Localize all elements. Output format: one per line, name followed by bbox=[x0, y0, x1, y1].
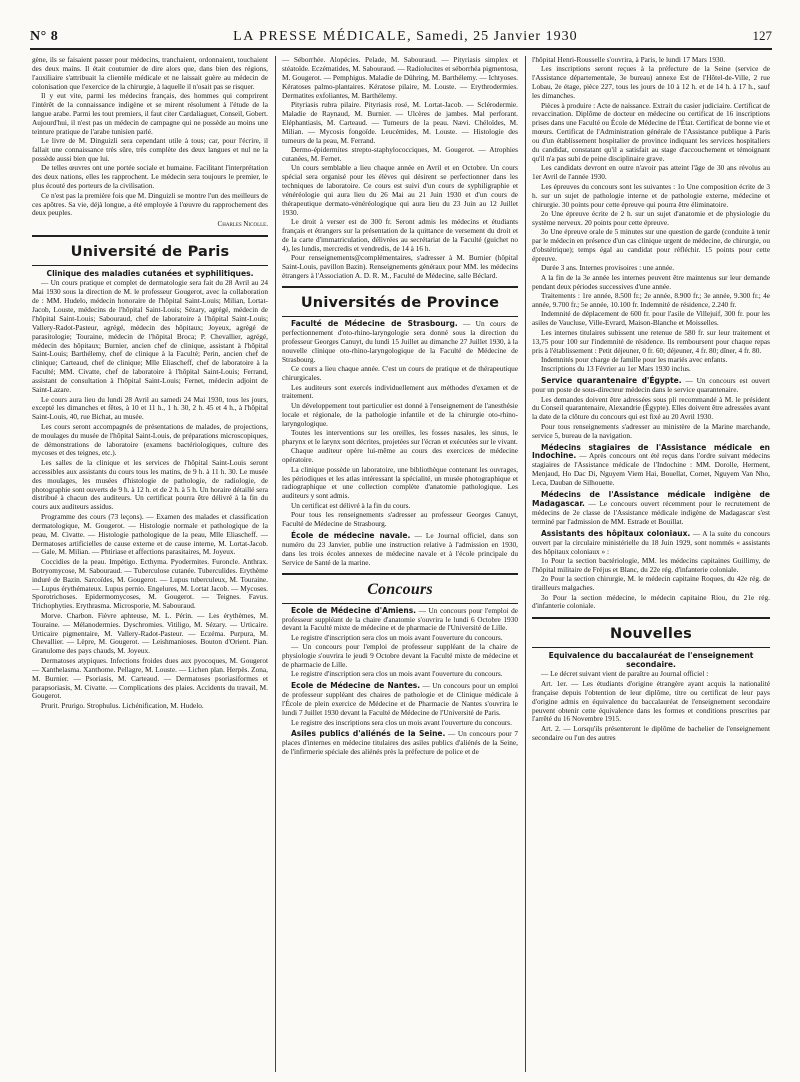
header-rule bbox=[30, 48, 772, 50]
paragraph: 2o Pour la section chirurgie, M. le médecin capitaine Roques, du 42e rég. de tirailleurs malgaches. bbox=[532, 574, 770, 593]
paragraph bbox=[282, 532, 518, 568]
issue-date: , Samedi, 25 Janvier 1930 bbox=[407, 29, 578, 44]
paragraph: Coccidies de la peau. Impétigo. Ecthyma. Pyodermites. Furoncle. Anthrax. Botryomycose, M. Sabouraud. — Tuberculose cutanée. Tuberculides. Erythème induré de Bazin. Sarcoïdes, M. Gougerot. — Lupus tuberculeux, M. Touraine. — Lupus érythémateux. Lupus pernio. Engelures, M. Lortat Jacob. — Mycoses. Sporotrichoses. Epidermomycoses, M. Gougerot. — Teignes. Favus. Trichophyties. Erythrasma. Microsporie, M. Sabouraud. bbox=[32, 556, 268, 611]
paragraph: Pour tous les renseignements s'adresser au professeur Georges Canuyt, Faculté de Médecine de Strasbourg. bbox=[282, 510, 518, 529]
paragraph: Les épreuves du concours sont les suivantes : 1o Une composition écrite de 3 h. sur un sujet de pathologie interne et de pathologie externe, médecine et chirurgie. 30 points pour cette épreuve qui pourra être éliminatoire. bbox=[532, 181, 770, 209]
paragraph-text: — Le concours ouvert récemment pour le recrutement de médecins de 2e classe de l'Assistance médicale indigène de Madagascar s'est terminé par l'admission de MM. Estrade et Bouillat. bbox=[532, 499, 770, 526]
paragraph: Ce cours a lieu chaque année. C'est un cours de pratique et de thérapeutique chirurgicales. bbox=[282, 364, 518, 383]
paragraph: — Séborrhée. Alopécies. Pelade, M. Sabouraud. — Pityriasis simplex et stéatoïde. Eczématides, M. Sabouraud. — Radiolucites et séborrhéa pigmentosa, M. Gougerot. — Pemphigus. Maladie de Dühring, M. Barthélemy. — Ichtyoses. Kératoses palmo-plantaires. Kératose pilaire, M. Louste. — Erythrodermies. Dermatites exfoliantes, M. Barthélemy. bbox=[282, 56, 518, 100]
paragraph: Il y eut vite, parmi les médecins français, des hommes qui comprirent l'intérêt de la connaissance indigène et se mirent résolument à l'étude de la langue arabe. Parmi les tout premiers, il faut citer Cardaliaguet, Conseil, Gobert. Aujourd'hui, il n'est pas un médecin de campagne qui ne possède au moins une teinture pratique de l'arabe tunisien parlé. bbox=[32, 91, 268, 136]
paragraph-lead: Service quarantenaire d'Égypte. bbox=[541, 376, 682, 386]
paragraph: Le livre de M. Dinguizli sera cependant utile à tous; car, pour l'écrire, il fallait une connaissance très sûre, très complète des deux langues et nul ne la possède aussi bien que lui. bbox=[32, 136, 268, 163]
paragraph: Les demandes doivent être adressées sous pli recommandé à M. le président du Conseil quarantenaire, Alexandrie (Égypte). Elles doivent être adressées avant la date de la clôture du concours qui est fixé au 20 Avril 1930. bbox=[532, 394, 770, 422]
paragraph: — Un cours pratique et complet de dermatologie sera fait du 28 Avril au 24 Mai 1930 sous la direction de M. le professeur Gougerot, avec la collaboration de : MM. Hudelo, médecin honoraire de l'hôpital Saint-Louis; Milian, Lortat-Jacob, Louste, médecins de l'hôpital Saint-Louis; Sézary, agrégé, médecin de l'hôpital Saint-Louis; Sabouraud, chef de laboratoire à l'hôpital Saint-Louis; Vallery-Radot-Pasteur, agrégé, médecin des hôpitaux; Joyeux, agrégé de parasitologie; Touraine, médecin de l'hôpital Broca; P. Chevallier, agrégé, médecin des hôpitaux; Burnier, ancien chef de clinique, assistant à l'hôpital Saint-Louis; Barthélemy, chef de clinique à la Faculté; Perin, ancien chef de clinique; Carteaud, chef de clinique; Mlle Eliascheff, chef de laboratoire à la Faculté; MM. Civatte, chef de laboratoire à l'hôpital Saint-Louis; Ferrand, assistant de consultation à l'hôpital Saint-Louis; Fernet, médecin adjoint de Saint-Lazare. bbox=[32, 278, 268, 395]
section-header-box bbox=[32, 235, 268, 266]
column-3 bbox=[532, 56, 770, 1074]
paragraph-text: — A la suite du concours ouvert par la circulaire ministérielle du 18 Juin 1929, sont nommés « assistants des hôpitaux coloniaux » : bbox=[532, 528, 770, 556]
paragraph-lead: Médecins de l'Assistance médicale indigène de Madagascar. bbox=[532, 490, 770, 508]
paragraph: Le droit à verser est de 300 fr. Seront admis les médecins et étudiants français et étrangers sur la présentation de la quittance de versement du droit et de la carte d'immatriculation, délivrées au secrétariat de la Faculté (guichet no 4), les lundis, mercredis et vendredis, de 14 à 16 h. bbox=[282, 217, 518, 254]
column-1 bbox=[32, 56, 268, 1074]
paragraph-text: — Un concours est ouvert pour un poste de sous-directeur médecin dans le service quarantenaire. bbox=[532, 376, 770, 395]
paragraph: Traitements : 1re année, 8.500 fr.; 2e année, 8.900 fr.; 3e année, 9.300 fr.; 4e année, 9.700 fr.; 5e année, 10.100 fr. Indemnité de résidence, 2.240 fr. bbox=[532, 291, 770, 309]
paragraph-text: — Un concours pour un emploi de professeur suppléant des chaires de pathologie et de Clinique médicale à l'École de plein exercice de Médecine et de Pharmacie de Nantes s'ouvrira le lundi 7 Juillet 1930 devant la Faculté de Médecine de l'Université de Paris. bbox=[282, 681, 518, 718]
paragraph: Indemnités pour charge de famille pour les mariés avec enfants. bbox=[541, 354, 728, 364]
paragraph-lead: École de médecine navale. bbox=[291, 531, 411, 540]
paragraph: Dermo-épidermites strepto-staphylococciques, M. Gougerot. — Atrophies cutanées, M. Fernet. bbox=[282, 145, 518, 163]
paragraph: Dermatoses atypiques. Infections froides dues aux pyocoques, M. Gougerot — Xanthelasma. Xanthome. Pellagre, M. Louste. — Lichen plan. Herpès. Zona, M. Burnier. — Psoriasis, M. Carteaud. — Dermatoses psoriasiformes et parapsoriasis, M. Civatte. — Complications des plaies. Accidents du travail, M. Gougerot. bbox=[32, 655, 268, 701]
paragraph: Toutes les interventions sur les oreilles, les fosses nasales, les sinus, le pharynx et le larynx sont décrites, projetées sur l'écran et exécutées sur le vivant. bbox=[282, 428, 518, 446]
paragraph: De telles œuvres ont une portée sociale et humaine. Facilitant l'interprétation des deux nations, elles les rapprochent. Le médecin sera toujours le premier, le plus écouté des porteurs de la civilisation. bbox=[32, 163, 268, 191]
paragraph: Prurit. Prurigo. Strophulus. Lichénification, M. Hudelo. bbox=[41, 700, 204, 710]
paragraph: 3o Pour la section médecine, le médecin capitaine Riou, du 21e rég. d'infanterie coloniale. bbox=[532, 592, 770, 611]
paragraph bbox=[282, 320, 518, 365]
paragraph: Programme des cours (73 leçons). — Examen des malades et classification dermatologique, M. Gougerot. — Histologie normale et pathologique de la peau, M. Civatte. — Histologie pathologique de la peau, Mlle Eliascheff. — Dermatoses artificielles de cause externe et de cause interne, M. Lortat-Jacob. — Gale, M. Milian. — Phtiriase et affections parasitaires, M. Joyeux. bbox=[32, 511, 268, 557]
paragraph: Pour renseignements@complémentaires, s'adresser à M. Burnier (hôpital Saint-Louis, pavillon Bazin). Renseignements généraux pour MM. les médecins étrangers à l'Association A. D. R. M., Faculté de Médecine, salle Béclard. bbox=[282, 253, 518, 281]
paragraph: A la fin de la 3e année les internes peuvent être maintenus sur leur demande pendant deux périodes successives d'une année. bbox=[532, 272, 770, 291]
paragraph: Un certificat est délivré à la fin du cours. bbox=[291, 500, 411, 510]
paragraph: 1o Pour la section bactériologie, MM. les médecins capitaines Guillimy, de l'hôpital militaire de Fréjus et Blanc, du 22e rég. d'infanterie coloniale. bbox=[532, 555, 770, 574]
paragraph-lead: Asiles publics d'aliénés de la Seine. bbox=[291, 729, 446, 739]
paragraph-text: — Le Journal officiel, dans son numéro du 23 Janvier, publie une instruction relative à l'admission en 1930, dans les trois écoles annexes de médecine navale et à l'école principale du Service de Santé de la marine. bbox=[282, 531, 518, 567]
paragraph bbox=[282, 607, 518, 634]
section-title-universite-paris: Université de Paris bbox=[70, 244, 230, 261]
section-title-universites-province: Universités de Province bbox=[300, 295, 500, 312]
paragraph: Un développement tout particulier est donné à l'enseignement de l'anesthésie locale et régionale, de la pathologie infantile et de la chirurgie oto-rhino-laryngologique. bbox=[282, 400, 518, 428]
paragraph-text: — Un cours de perfectionnement d'oto-rhino-laryngologie sera donné sous la direction du professeur Georges Canuyt, du lundi 15 Juillet au dimanche 27 Juillet 1930, à la nouvelle clinique oto-rhino-laryngologique de la Faculté de Médecine de Strasbourg. bbox=[282, 319, 518, 364]
author-signature: Charles Nicolle. bbox=[217, 220, 268, 229]
paragraph-lead: Faculté de Médecine de Strasbourg. bbox=[291, 319, 458, 329]
paragraph bbox=[282, 730, 518, 757]
paragraph: Art. 1er. — Les étudiants d'origine étrangère ayant acquis la nationalité française depuis l'obtention de leur diplôme, titre ou certificat de leur pays d'origine admis en équivalence du baccalauréat de l'enseignement secondaire peuvent obtenir cette équivalence dans les formes et conditions prescrites par l'arrêté du 16 Novembre 1915. bbox=[532, 678, 770, 724]
journal-name: LA PRESSE MÉDICALE bbox=[233, 29, 408, 44]
paragraph bbox=[532, 491, 770, 527]
paragraph: Morve. Charbon. Fièvre aphteuse, M. L. Périn. — Les érythèmes, M. Touraine. — Mélanodermies. Dyschromies. Vitiligo, M. Sézary. — Urticaire. Urticaire pigmentaire, M. Vallery-Radot-Pasteur. — Eczéma. Purpura, M. Chevallier. — Lèpre, M. Gougerot. — Leishmanioses. Bouton d'Orient. Pian. Granulome des pays chauds, M. Joyeux. bbox=[32, 610, 268, 656]
paragraph: l'hôpital Henri-Rousselle s'ouvrira, à Paris, le lundi 17 Mars 1930. bbox=[532, 56, 726, 64]
paragraph: Les candidats devront en outre n'avoir pas atteint l'âge de 30 ans révolus au 1er Avril de l'année 1930. bbox=[532, 163, 770, 182]
paragraph: 2o Une épreuve écrite de 2 h. sur un sujet d'anatomie et de physiologie du système nerveux. 20 points pour cette épreuve. bbox=[532, 208, 770, 227]
section-header-box bbox=[282, 286, 518, 317]
paragraph: — Un concours pour l'emploi de professeur suppléant de la chaire de physiologie s'ouvrira le jeudi 9 Octobre devant la Faculté mixte de médecine et de pharmacie de Lille. bbox=[282, 642, 518, 670]
paragraph: Les cours seront accompagnés de présentations de malades, de projections, de moulages du musée de l'hôpital Saint-Louis, de préparations microscopiques, de démonstrations de laboratoire (examens bactériologiques, culture des mycoses et des teignes, etc.). bbox=[32, 421, 268, 458]
section-title-nouvelles: Nouvelles bbox=[610, 626, 692, 643]
paragraph: Art. 2. — Lorsqu'ils présenteront le diplôme de bachelier de l'enseignement secondaire ou l'un des autres bbox=[532, 723, 770, 742]
paragraph-lead: Assistants des hôpitaux coloniaux. bbox=[541, 528, 691, 538]
paragraph-lead: Ecole de Médecine de Nantes. bbox=[291, 681, 421, 691]
paragraph: — Le décret suivant vient de paraître au Journal officiel : bbox=[541, 669, 709, 679]
paragraph: Chaque auditeur opère lui-même au cours des exercices de médecine opératoire. bbox=[282, 446, 518, 465]
journal-title bbox=[58, 29, 752, 45]
paragraph: 3o Une épreuve orale de 5 minutes sur une question de garde (conduite à tenir par le médecin en présence d'un cas clinique urgent de médecine, de chirurgie, ou d'obstétrique); temps égal au candidat pour réfléchir. 15 points pour cette épreuve. bbox=[532, 227, 770, 263]
paragraph: Les salles de la clinique et les services de l'hôpital Saint-Louis seront accessibles aux assistants du cours tous les matins, de 9 h. à 11 h. 30. Le musée des moulages, les musées d'histologie de pathologie, de radiologie, de photographie sont ouverts de 9 h. à 12 h. et de 2 h. à 5 h. Un horaire détaillé sera distribué à chacun des auditeurs. Un certificat pourra être délivré à la fin du cours aux auditeurs assidus. bbox=[32, 457, 268, 512]
issue-number: N° 8 bbox=[30, 29, 59, 44]
paragraph: Pityriasis rubra pilaire. Pityriasis rosé, M. Lortat-Jacob. — Sclérodermie. Maladie de Raynaud, M. Burnier. — Ulcères de jambes. Mal perforant. Eléphantiasis, M. Carteaud. — Tumeurs de la peau. Nævi. Chéloïdes, M. Milian. — Mycosis fongoïde. Leucémides, M. Louste. — Histologie des tumeurs de la peau, M. Ferrand. bbox=[282, 100, 518, 145]
paragraph-lead: Ecole de Médecine d'Amiens. bbox=[291, 605, 417, 615]
subsection-title: Clinique des maladies cutanées et syphilitiques. bbox=[46, 269, 254, 279]
paragraph: Pour tous renseignements s'adresser au ministère de la Marine marchande, service 5, bureau de la navigation. bbox=[532, 421, 770, 440]
paragraph: Ce n'est pas la première fois que M. Dinguizli se montre l'un des meilleurs de ces apôtres. Sa vie, déjà longue, a été employée à l'œuvre du rapprochement des deux peuples. bbox=[32, 190, 268, 218]
paragraph: La clinique possède un laboratoire, une bibliothèque contenant les ouvrages, les périodiques et les atlas intéressant la spécialité, un musée photographique et radiographique et une collection complète d'anatomie pathologique. Les auditeurs y sont admis. bbox=[282, 464, 518, 501]
paragraph: Inscriptions du 13 Février au 1er Mars 1930 inclus. bbox=[541, 364, 691, 374]
paragraph bbox=[532, 444, 770, 489]
subsection-title: Equivalence du baccalauréat de l'enseignement secondaire. bbox=[548, 651, 754, 670]
paragraph: Le cours aura lieu du lundi 28 Avril au samedi 24 Mai 1930, tous les jours, excepté les dimanches et fêtes, à 10 et 11 h., 1 h. 30, 2 h. 45 et 4 h., à l'hôpital Saint-Louis, 40, rue Bichat, au musée. bbox=[32, 394, 268, 422]
paragraph: Le registre d'inscription sera clos un mois avant l'ouverture du concours. bbox=[291, 632, 503, 642]
paragraph-text: — Un concours pour l'emploi de professeur suppléant de la chaire d'anatomie s'ouvrira le lundi 6 Octobre 1930 devant la Faculté mixte de médecine et de pharmacie de l'Université de Lille. bbox=[282, 605, 518, 633]
paragraph: Les auditeurs sont exercés individuellement aux méthodes d'examen et de traitement. bbox=[282, 382, 518, 401]
paragraph: Durée 3 ans. Internes provisoires : une année. bbox=[541, 263, 675, 273]
paragraph: Un cours semblable a lieu chaque année en Avril et en Octobre. Un cours spécial sera organisé pour les élèves qui désirent se perfectionner dans les techniques de laboratoire. Ce cours est suivi d'un cours de syphiligraphie et vénéréologie qui aura lieu du 26 Mai au 21 Juin 1930 et d'un cours de thérapeutique dermato-vénéréologique qui aura lieu du 23 Juin au 12 Juillet 1930. bbox=[282, 163, 518, 217]
page-header bbox=[30, 28, 772, 46]
page-number: 127 bbox=[752, 28, 772, 43]
paragraph: Le registre des inscriptions sera clos un mois avant l'ouverture du concours. bbox=[291, 717, 512, 727]
paragraph: Les internes titulaires subissent une retenue de 580 fr. sur leur traitement et 13,75 pour 100 sur l'indemnité de résidence. Ils remboursent pour chaque repas pris à l'établissement : Petit déjeuner, 0 fr. 60; déjeuner, 4 fr. 80; dîner, 4 fr. 80. bbox=[532, 327, 770, 355]
section-title-concours: Concours bbox=[367, 580, 433, 598]
paragraph bbox=[532, 377, 770, 395]
section-header-box bbox=[282, 573, 518, 604]
paragraph: Indemnité de déplacement de 600 fr. pour l'asile de Villejuif, 300 fr. pour les asiles de Vaucluse, Ville-Evrard, Maison-Blanche et Moisselles. bbox=[532, 309, 770, 328]
paragraph: Pièces à produire : Acte de naissance. Extrait du casier judiciaire. Certificat de revaccination. Diplôme de docteur en médecine ou certificat de 16 inscriptions prises dans une Faculté ou École de Médecine de l'État. Certificat de bonne vie et mœurs. Certificat de l'Administration générale de l'Assistance publique à Paris ou d'un établissement hospitalier de province indiquant les services hospitaliers du candidat, constatant qu'il a satisfait au stage d'accouchement et témoignant qu'il n'a pas subi de peine disciplinaire grave. bbox=[532, 100, 770, 163]
paragraph: Les inscriptions seront reçues à la préfecture de la Seine (service de l'Assistance départementale, 3e bureau) annexe Est de l'Hôtel-de-Ville, 2 rue Lobau, 2e étage, pièce 227, tous les jours de 10 à 12 h. et de 14 h. à 17 h., sauf les dimanches. bbox=[532, 64, 770, 101]
paragraph-text: — Un concours pour 7 places d'internes en médecine titulaires des asiles publics d'aliénés de la Seine, de l'infirmerie spéciale des aliénés près la préfecture de police et de bbox=[282, 729, 518, 757]
paragraph bbox=[532, 530, 770, 557]
column-2 bbox=[282, 56, 518, 1074]
paragraph bbox=[282, 682, 518, 718]
paragraph-lead: Médecins stagiaires de l'Assistance médicale en Indochine. bbox=[532, 442, 770, 461]
section-header-box bbox=[532, 617, 770, 648]
paragraph-text: — Après concours ont été reçus dans l'ordre suivant médecins stagiaires de l'Assistance médicale de l'Indochine : MM. Dorolle, Herment, Menjaud, Ho Dac Di, Nguyem Viem Hai, Bouellat, Cornet, Nguyem Van Nho, Leca, Dauban de Silhouette. bbox=[532, 451, 770, 488]
column-divider bbox=[525, 56, 526, 1072]
paragraph: gène, ils se faisaient passer pour médecins, tranchaient, ordonnaient, touchaient des deux mains. Il était coutumier de dire alors que, dans bien des régions, l'auxiliaire s'attribuait la clientèle médicale et ne laissait guère au médecin de colonisation que l'exercice de la chirurgie, à laquelle il n'osait pas se risquer. bbox=[32, 56, 268, 91]
paragraph: Le registre d'inscription sera clos un mois avant l'ouverture du concours. bbox=[291, 669, 503, 679]
column-divider bbox=[275, 56, 276, 1072]
